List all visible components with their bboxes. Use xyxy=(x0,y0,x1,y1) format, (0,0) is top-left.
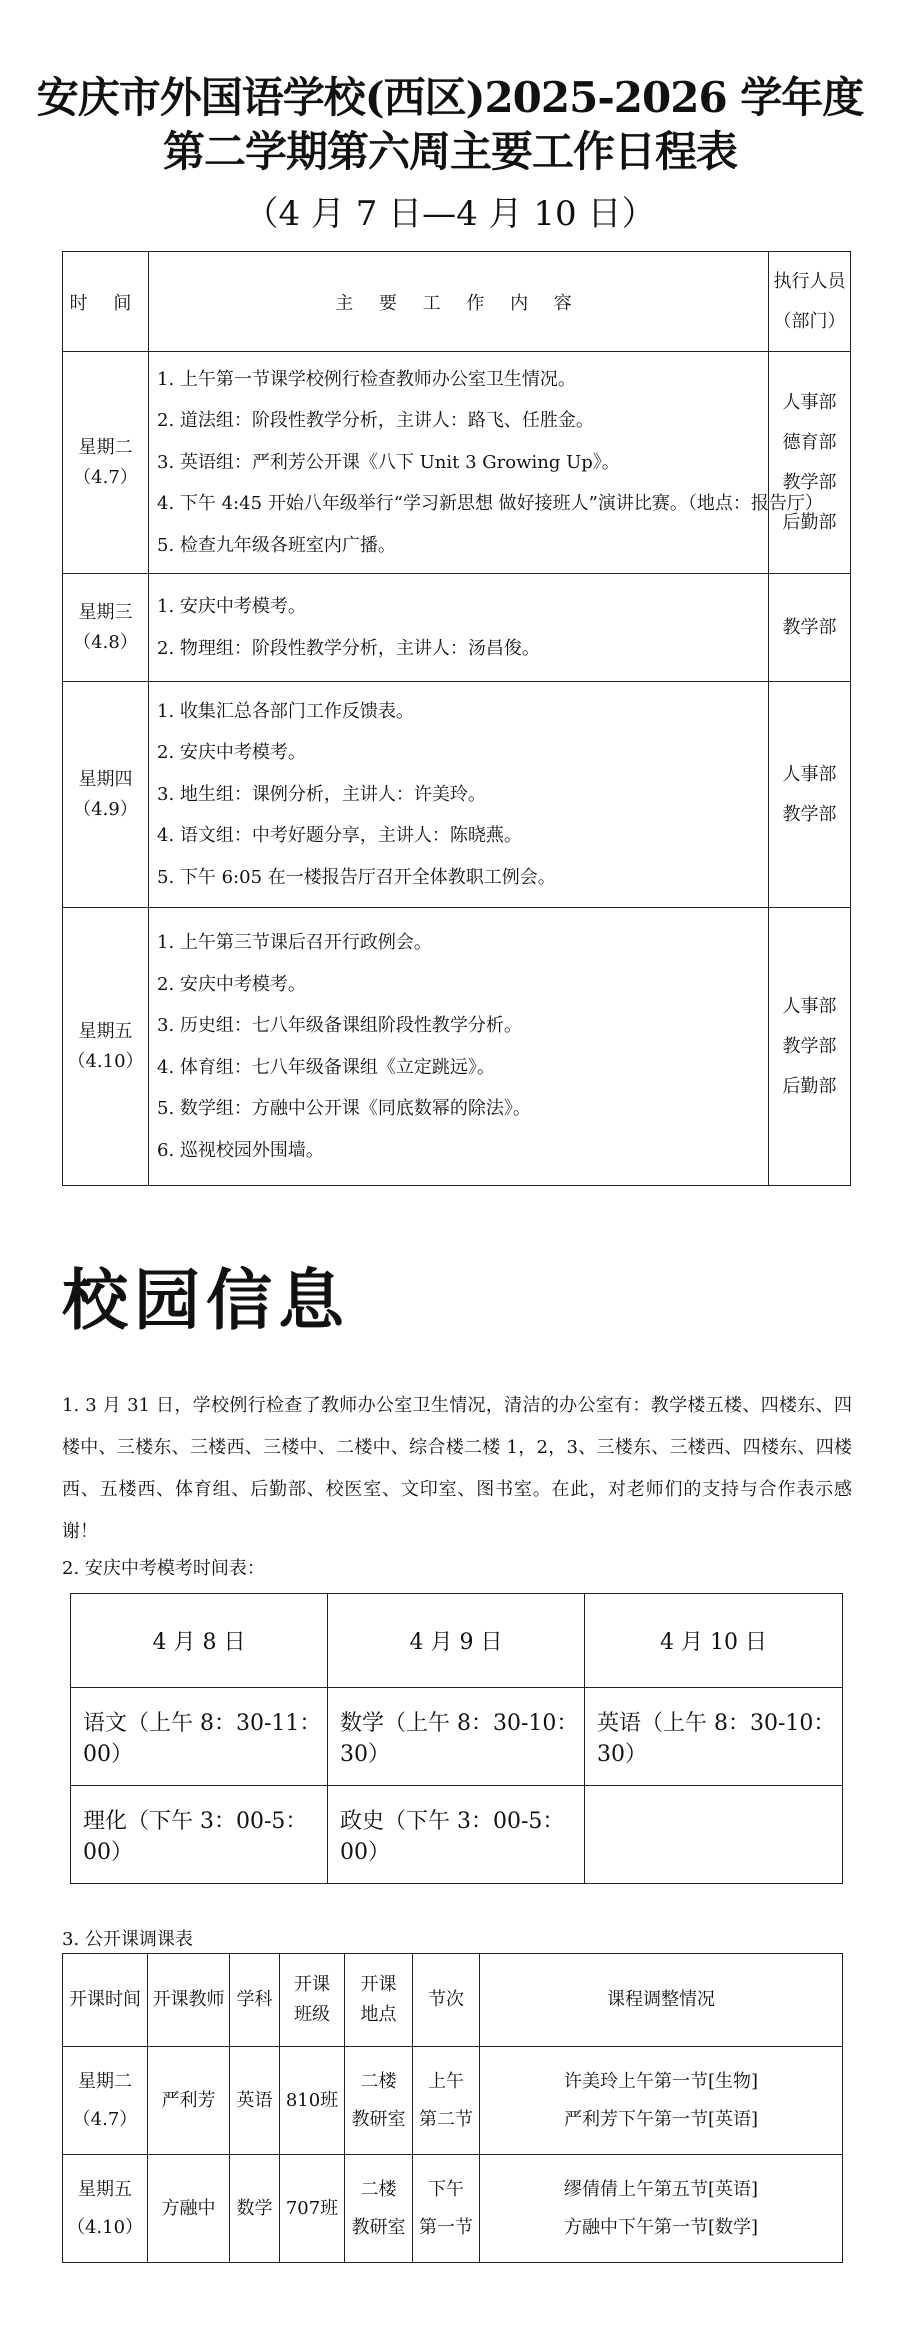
schedule-item: 2. 道法组：阶段性教学分析，主讲人：路飞、任胜金。 xyxy=(157,410,594,432)
day-date: （4.9） xyxy=(73,798,138,820)
exam-cell: 数学（上午 8：30-10：30） xyxy=(328,1688,585,1786)
open-class: 707班 xyxy=(280,2155,345,2263)
schedule-item: 2. 安庆中考模考。 xyxy=(157,973,306,995)
schedule-item: 4. 下午 4:45 开始八年级举行“学习新思想 做好接班人”演讲比赛。（地点：报告厅） xyxy=(157,493,823,515)
schedule-item: 2. 物理组：阶段性教学分析，主讲人：汤昌俊。 xyxy=(157,637,540,659)
open-class-label: 3. 公开课调课表 xyxy=(62,1929,193,1950)
open-time: 星期五 （4.10） xyxy=(63,2155,148,2263)
schedule-row-wed xyxy=(63,574,851,682)
doc-date-range: （4 月 7 日—4 月 10 日） xyxy=(244,194,656,234)
exam-schedule-table xyxy=(70,1593,843,1884)
exam-date-header: 4 月 10 日 xyxy=(585,1594,843,1688)
dept-item: 教学部 xyxy=(782,803,837,825)
schedule-row-fri xyxy=(63,908,851,1186)
dept-item: 后勤部 xyxy=(782,511,837,533)
open-col-header: 课程调整情况 xyxy=(480,1954,843,2047)
dept-item: 人事部 xyxy=(782,391,837,413)
schedule-item: 1. 安庆中考模考。 xyxy=(157,596,306,617)
col-time-header: 时 间 xyxy=(63,252,149,352)
col-exec-line1: 执行人员 xyxy=(773,270,846,292)
schedule-item: 5. 数学组：方融中公开课《同底数幂的除法》。 xyxy=(157,1098,531,1119)
dept-item: 教学部 xyxy=(782,471,837,493)
campus-info-heading: 校园信息 xyxy=(62,1261,350,1339)
schedule-item: 2. 安庆中考模考。 xyxy=(157,742,306,764)
schedule-table xyxy=(62,251,851,1186)
open-col-header: 学科 xyxy=(230,1954,280,2047)
schedule-item: 3. 英语组：严利芳公开课《八下 Unit 3 Growing Up》。 xyxy=(157,451,620,473)
open-place: 二楼 教研室 xyxy=(345,2155,413,2263)
open-adjust: 缪倩倩上午第五节[英语] 方融中下午第一节[数学] xyxy=(480,2155,843,2263)
day-cell xyxy=(63,574,149,682)
items-cell xyxy=(149,682,769,908)
day-date: （4.10） xyxy=(67,1050,144,1072)
day-label: 星期三 xyxy=(78,601,133,623)
exam-schedule-label: 2. 安庆中考模考时间表： xyxy=(62,1558,265,1579)
items-cell xyxy=(149,908,769,1186)
open-subject: 英语 xyxy=(230,2047,280,2155)
dept-item: 人事部 xyxy=(782,995,837,1017)
schedule-item: 5. 下午 6:05 在一楼报告厅召开全体教职工例会。 xyxy=(157,866,556,888)
exam-cell: 理化（下午 3：00-5：00） xyxy=(71,1786,328,1884)
exam-date-header: 4 月 8 日 xyxy=(71,1594,328,1688)
exam-cell: 语文（上午 8：30-11：00） xyxy=(71,1688,328,1786)
schedule-item: 3. 历史组：七八年级备课组阶段性教学分析。 xyxy=(157,1015,522,1036)
exam-date-header: 4 月 9 日 xyxy=(328,1594,585,1688)
exam-cell: 政史（下午 3：00-5：00） xyxy=(328,1786,585,1884)
open-class-table xyxy=(62,1953,843,2263)
schedule-item: 4. 体育组：七八年级备课组《立定跳远》。 xyxy=(157,1056,495,1078)
exam-morning-row xyxy=(71,1688,843,1786)
exam-cell: 英语（上午 8：30-10：30） xyxy=(585,1688,843,1786)
open-period: 上午 第二节 xyxy=(413,2047,480,2155)
day-date: （4.8） xyxy=(73,631,138,653)
schedule-item: 4. 语文组：中考好题分享，主讲人：陈晓燕。 xyxy=(157,825,522,847)
open-teacher: 方融中 xyxy=(148,2155,230,2263)
open-teacher: 严利芳 xyxy=(148,2047,230,2155)
day-label: 星期五 xyxy=(78,1020,133,1042)
open-class-row xyxy=(63,2155,843,2263)
open-time: 星期二 （4.7） xyxy=(63,2047,148,2155)
open-class-row xyxy=(63,2047,843,2155)
col-exec-line2: （部门） xyxy=(773,310,846,332)
dept-item: 人事部 xyxy=(782,763,837,785)
schedule-item: 1. 收集汇总各部门工作反馈表。 xyxy=(157,700,414,722)
schedule-item: 5. 检查九年级各班室内广播。 xyxy=(157,534,396,556)
day-cell xyxy=(63,682,149,908)
doc-title-line1: 安庆市外国语学校(西区)2025-2026 学年度 xyxy=(36,73,864,122)
open-class-header-row xyxy=(63,1954,843,2047)
schedule-item: 6. 巡视校园外围墙。 xyxy=(157,1139,324,1161)
open-place: 二楼 教研室 xyxy=(345,2047,413,2155)
schedule-row-thu xyxy=(63,682,851,908)
schedule-row-tue xyxy=(63,352,851,574)
schedule-item: 3. 地生组：课例分析，主讲人：许美玲。 xyxy=(157,783,486,805)
col-content-header: 主 要 工 作 内 容 xyxy=(149,252,769,352)
open-subject: 数学 xyxy=(230,2155,280,2263)
open-col-header: 开课 班级 xyxy=(280,1954,345,2047)
day-label: 星期二 xyxy=(78,436,133,458)
dept-cell xyxy=(769,908,851,1186)
open-col-header: 开课 地点 xyxy=(345,1954,413,2047)
dept-item: 教学部 xyxy=(782,1035,837,1057)
schedule-item: 1. 上午第一节课学校例行检查教师办公室卫生情况。 xyxy=(157,368,576,390)
schedule-header-row xyxy=(63,252,851,352)
exam-afternoon-row xyxy=(71,1786,843,1884)
open-col-header: 开课时间 xyxy=(63,1954,148,2047)
dept-cell xyxy=(769,574,851,682)
open-adjust: 许美玲上午第一节[生物] 严利芳下午第一节[英语] xyxy=(480,2047,843,2155)
col-exec-header xyxy=(769,252,851,352)
schedule-item: 1. 上午第三节课后召开行政例会。 xyxy=(157,932,432,953)
day-cell xyxy=(63,908,149,1186)
day-date: （4.7） xyxy=(73,466,138,488)
items-cell xyxy=(149,574,769,682)
exam-header-row xyxy=(71,1594,843,1688)
open-period: 下午 第一节 xyxy=(413,2155,480,2263)
day-label: 星期四 xyxy=(78,768,133,790)
campus-info-paragraph: 1. 3 月 31 日，学校例行检查了教师办公室卫生情况，清洁的办公室有：教学楼五楼、四楼东、四楼中、三楼东、三楼西、三楼中、二楼中、综合楼二楼 1，2，3、三楼东、三楼西、四楼东、四楼西、五楼西、体育组、后勤部、校医室、文印室、图书室。在此，对老师们的支持与合作表示感谢！ xyxy=(62,1395,852,1542)
doc-title-line2: 第二学期第六周主要工作日程表 xyxy=(162,127,737,176)
open-col-header: 节次 xyxy=(413,1954,480,2047)
dept-item: 后勤部 xyxy=(782,1075,837,1097)
dept-item: 教学部 xyxy=(782,616,837,638)
dept-item: 德育部 xyxy=(782,431,837,453)
open-col-header: 开课教师 xyxy=(148,1954,230,2047)
day-cell xyxy=(63,352,149,574)
dept-cell xyxy=(769,682,851,908)
dept-cell xyxy=(769,352,851,574)
exam-cell xyxy=(585,1786,843,1884)
open-class: 810班 xyxy=(280,2047,345,2155)
